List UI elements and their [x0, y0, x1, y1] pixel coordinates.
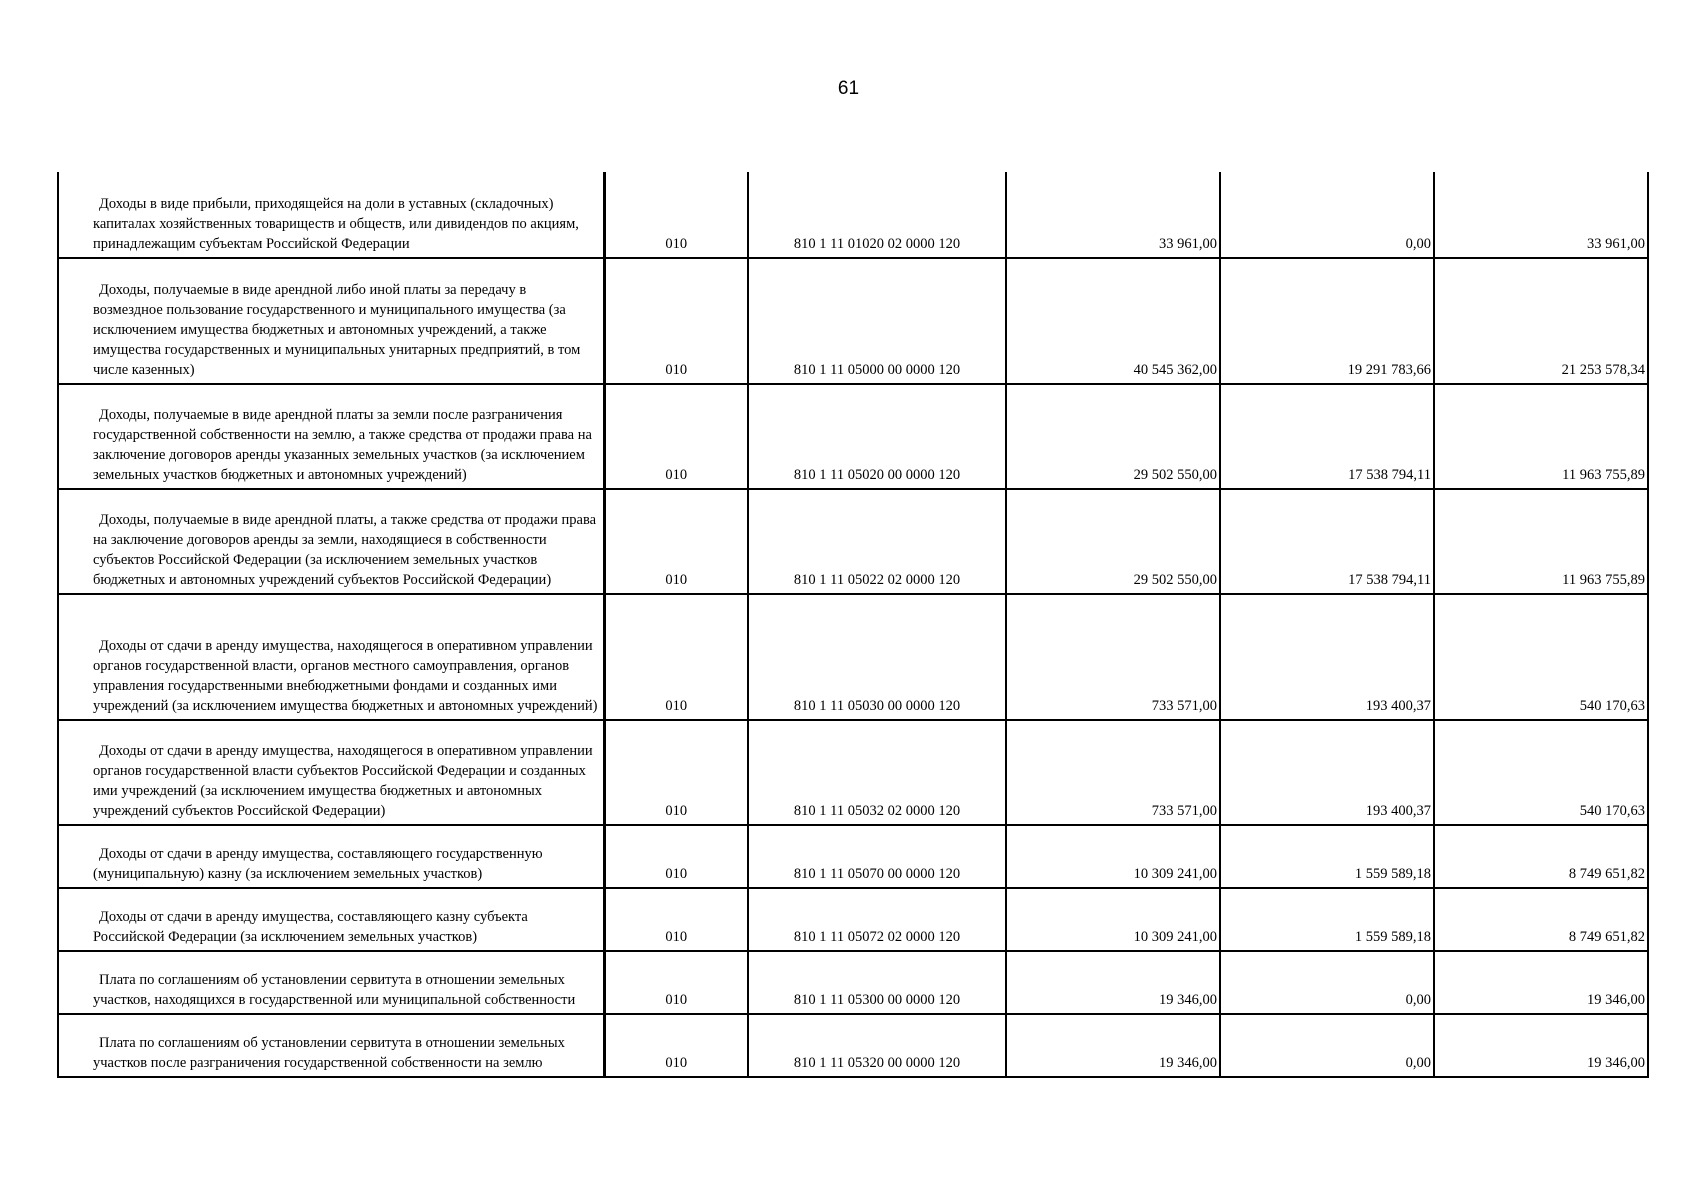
row-budget-code: 810 1 11 05000 00 0000 120: [748, 258, 1006, 384]
row-approved-amount: 10 309 241,00: [1006, 825, 1220, 888]
row-description: Доходы от сдачи в аренду имущества, составляющего государственную (муниципальную) казну (за исключением земельных участков): [58, 825, 604, 888]
row-executed-amount: 1 559 589,18: [1220, 888, 1434, 951]
table-row: [58, 1014, 1648, 1077]
table-row: [58, 258, 1648, 384]
row-line-code: 010: [604, 258, 748, 384]
row-executed-amount: 19 291 783,66: [1220, 258, 1434, 384]
revenue-table: [57, 172, 1649, 1078]
row-executed-amount: 1 559 589,18: [1220, 825, 1434, 888]
row-approved-amount: 10 309 241,00: [1006, 888, 1220, 951]
row-approved-amount: 29 502 550,00: [1006, 489, 1220, 594]
row-line-code: 010: [604, 489, 748, 594]
row-description: Плата по соглашениям об установлении сервитута в отношении земельных участков, находящихся в государственной или муниципальной собственности: [58, 951, 604, 1014]
row-budget-code: 810 1 11 05022 02 0000 120: [748, 489, 1006, 594]
row-line-code: 010: [604, 1014, 748, 1077]
row-description: Доходы, получаемые в виде арендной платы за земли после разграничения государственной собственности на землю, а также средства от продажи права на заключение договоров аренды указанных земельных участков (за исключением земельных участков бюджетных и автономных учреждений): [58, 384, 604, 489]
row-budget-code: 810 1 11 05020 00 0000 120: [748, 384, 1006, 489]
revenue-table-body: [58, 172, 1648, 1077]
table-row: [58, 172, 1648, 258]
row-approved-amount: 19 346,00: [1006, 1014, 1220, 1077]
row-budget-code: 810 1 11 05320 00 0000 120: [748, 1014, 1006, 1077]
row-unexecuted-amount: 540 170,63: [1434, 594, 1648, 720]
row-unexecuted-amount: 11 963 755,89: [1434, 384, 1648, 489]
row-approved-amount: 40 545 362,00: [1006, 258, 1220, 384]
row-budget-code: 810 1 11 05072 02 0000 120: [748, 888, 1006, 951]
row-line-code: 010: [604, 825, 748, 888]
row-description: Доходы в виде прибыли, приходящейся на доли в уставных (складочных) капиталах хозяйственных товариществ и обществ, или дивидендов по акциям, принадлежащим субъектам Российской Федерации: [58, 172, 604, 258]
page-number: 61: [837, 78, 860, 99]
row-budget-code: 810 1 11 05070 00 0000 120: [748, 825, 1006, 888]
row-unexecuted-amount: 8 749 651,82: [1434, 825, 1648, 888]
row-approved-amount: 33 961,00: [1006, 172, 1220, 258]
table-row: [58, 888, 1648, 951]
row-executed-amount: 17 538 794,11: [1220, 384, 1434, 489]
row-description: Доходы, получаемые в виде арендной либо иной платы за передачу в возмездное пользование государственного и муниципального имущества (за исключением имущества бюджетных и автономных учреждений, а также имущества государственных и муниципальных унитарных предприятий, в том числе казенных): [58, 258, 604, 384]
row-description: Плата по соглашениям об установлении сервитута в отношении земельных участков после разграничения государственной собственности на землю: [58, 1014, 604, 1077]
row-unexecuted-amount: 33 961,00: [1434, 172, 1648, 258]
row-executed-amount: 193 400,37: [1220, 720, 1434, 825]
table-row: [58, 489, 1648, 594]
row-approved-amount: 733 571,00: [1006, 720, 1220, 825]
row-unexecuted-amount: 19 346,00: [1434, 951, 1648, 1014]
row-line-code: 010: [604, 594, 748, 720]
row-unexecuted-amount: 11 963 755,89: [1434, 489, 1648, 594]
row-description: Доходы от сдачи в аренду имущества, составляющего казну субъекта Российской Федерации (за исключением земельных участков): [58, 888, 604, 951]
row-approved-amount: 733 571,00: [1006, 594, 1220, 720]
row-line-code: 010: [604, 384, 748, 489]
row-description: Доходы, получаемые в виде арендной платы, а также средства от продажи права на заключение договоров аренды за земли, находящиеся в собственности субъектов Российской Федерации (за исключением земельных участков бюджетных и автономных учреждений субъектов Российской Федерации): [58, 489, 604, 594]
row-budget-code: 810 1 11 05030 00 0000 120: [748, 594, 1006, 720]
table-row: [58, 384, 1648, 489]
table-row: [58, 594, 1648, 720]
row-line-code: 010: [604, 951, 748, 1014]
row-description: Доходы от сдачи в аренду имущества, находящегося в оперативном управлении органов государственной власти субъектов Российской Федерации и созданных ими учреждений (за исключением имущества бюджетных и автономных учреждений субъектов Российской Федерации): [58, 720, 604, 825]
row-approved-amount: 29 502 550,00: [1006, 384, 1220, 489]
row-budget-code: 810 1 11 01020 02 0000 120: [748, 172, 1006, 258]
row-executed-amount: 0,00: [1220, 951, 1434, 1014]
table-row: [58, 825, 1648, 888]
table-row: [58, 720, 1648, 825]
row-line-code: 010: [604, 172, 748, 258]
row-unexecuted-amount: 8 749 651,82: [1434, 888, 1648, 951]
row-unexecuted-amount: 21 253 578,34: [1434, 258, 1648, 384]
table-row: [58, 951, 1648, 1014]
row-line-code: 010: [604, 888, 748, 951]
row-budget-code: 810 1 11 05032 02 0000 120: [748, 720, 1006, 825]
row-executed-amount: 0,00: [1220, 1014, 1434, 1077]
row-executed-amount: 193 400,37: [1220, 594, 1434, 720]
row-executed-amount: 17 538 794,11: [1220, 489, 1434, 594]
row-description: Доходы от сдачи в аренду имущества, находящегося в оперативном управлении органов государственной власти, органов местного самоуправления, органов управления государственными внебюджетными фондами и созданных ими учреждений (за исключением имущества бюджетных и автономных учреждений): [58, 594, 604, 720]
row-unexecuted-amount: 540 170,63: [1434, 720, 1648, 825]
row-executed-amount: 0,00: [1220, 172, 1434, 258]
row-budget-code: 810 1 11 05300 00 0000 120: [748, 951, 1006, 1014]
row-line-code: 010: [604, 720, 748, 825]
row-unexecuted-amount: 19 346,00: [1434, 1014, 1648, 1077]
row-approved-amount: 19 346,00: [1006, 951, 1220, 1014]
